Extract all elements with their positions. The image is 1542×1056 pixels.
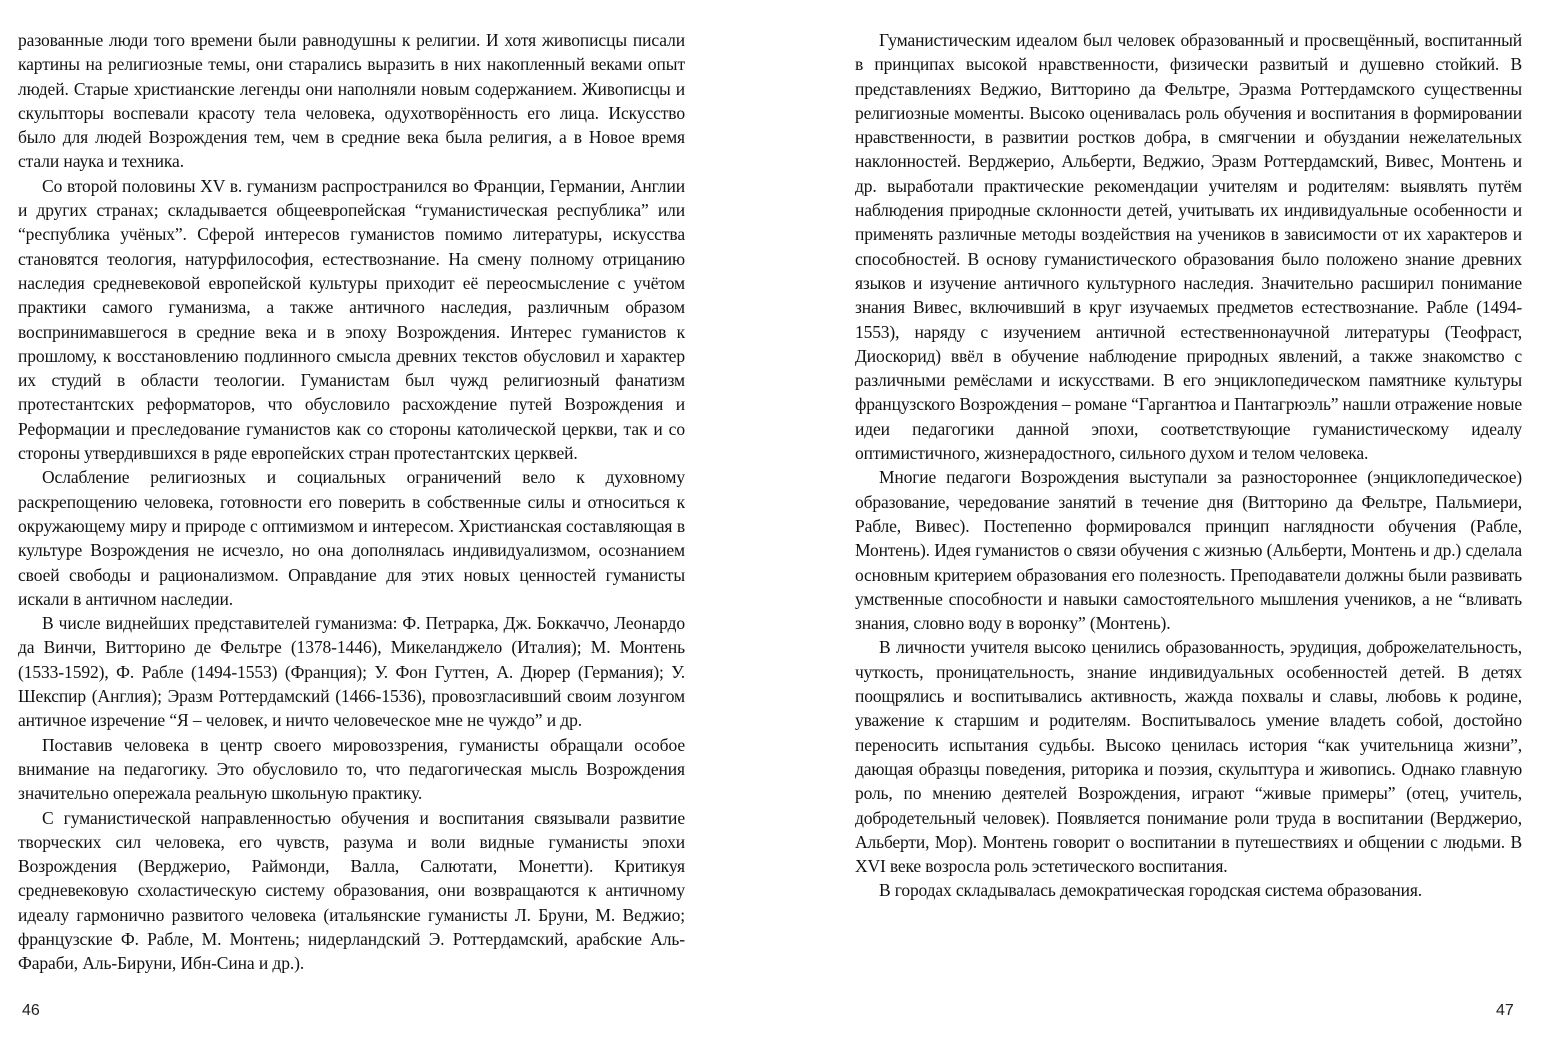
paragraph: Со второй половины XV в. гуманизм распространился во Франции, Германии, Англии и других странах; складывается общеевропейская “гуманистическая республика” или “республика учёных”. Сферой интересов гуманистов помимо литературы, искусства становятся теология, натурфилософия, естествознание. На смену полному отрицанию наследия средневековой европейской культуры приходит её переосмысление с учётом практики самого гуманизма, а также античного наследия, различным образом воспринимавшегося в средние века и в эпоху Возрождения. Интерес гуманистов к прошлому, к восстановлению подлинного смысла древних текстов обусловил и характер их студий в области теологии. Гуманистам был чужд религиозный фанатизм протестантских реформаторов, что обусловило расхождение путей Возрождения и Реформации и преследование гуманистов как со стороны католической церкви, так и со стороны утвердившихся в ряде европейских стран протестантских церквей.: [18, 175, 685, 464]
paragraph: С гуманистической направленностью обучения и воспитания связывали развитие творческих сил человека, его чувств, разума и воли видные гуманисты эпохи Возрождения (Верджерио, Раймонди, Валла, Салютати, Монетти). Критикуя средневековую схоластическую систему образования, они возвращаются к античному идеалу гармонично развитого человека (итальянские гуманисты Л. Бруни, М. Веджио; французские Ф. Рабле, М. Монтень; нидерландский Э. Роттердамский, арабские Аль-Фараби, Аль-Бируни, Ибн-Сина и др.).: [18, 807, 685, 974]
left-page: [18, 28, 685, 976]
page-number-left: 46: [22, 1002, 40, 1019]
paragraph: В городах складывалась демократическая городская система образования.: [879, 880, 1422, 901]
paragraph: В числе виднейших представителей гуманизма: Ф. Петрарка, Дж. Боккаччо, Леонардо да Винчи, Витторино де Фельтре (1378-1446), Микеланджело (Италия); М. Монтень (1533-1592), Ф. Рабле (1494-1553) (Франция); У. Фон Гуттен, А. Дюрер (Германия); У. Шекспир (Англия); Эразм Роттердамский (1466-1536), провозгласивший своим лозунгом античное изречение “Я – человек, и ничто человеческое мне не чуждо” и др.: [18, 613, 685, 731]
right-page: [855, 28, 1522, 903]
page-number-right: 47: [1496, 1002, 1514, 1019]
right-page-text: [855, 28, 1522, 903]
paragraph: разованные люди того времени были равнодушны к религии. И хотя живописцы писали картины на религиозные темы, они старались выразить в них накопленный веками опыт людей. Старые христианские легенды они наполняли новым содержанием. Живописцы и скульпторы воспевали красоту тела человека, одухотворённость его лица. Искусство было для людей Возрождения тем, чем в средние века была религия, а в Новое время стали наука и техника.: [18, 30, 685, 172]
paragraph: Гуманистическим идеалом был человек образованный и просвещённый, воспитанный в принципах высокой нравственности, физически развитый и душевно стойкий. В представлениях Веджио, Витторино да Фельтре, Эразма Роттердамского существенны религиозные моменты. Высоко оценивалась роль обучения и воспитания в формировании нравственности, в развитии ростков добра, в смягчении и обуздании нежелательных наклонностей. Верджерио, Альберти, Веджио, Эразм Роттердамский, Вивес, Монтень и др. выработали практические рекомендации учителям и родителям: выявлять путём наблюдения природные склонности детей, учитывать их индивидуальные особенности и применять различные методы воздействия на учеников в зависимости от их характеров и способностей. В основу гуманистического образования было положено знание древних языков и изучение античного культурного наследия. Значительно расширил понимание знания Вивес, включивший в круг изучаемых предметов естествознание. Рабле (1494-1553), наряду с изучением античной естественнонаучной литературы (Теофраст, Диоскорид) ввёл в обучение наблюдение природных явлений, а также знакомство с различными ремёслами и искусствами. В его энциклопедическом памятнике культуры французского Возрождения – романе “Гаргантюа и Пантагрюэль” нашли отражение новые идеи педагогики данной эпохи, соответствующие гуманистическому идеалу оптимистичного, жизнерадостного, сильного духом и телом человека.: [855, 30, 1522, 464]
paragraph: Многие педагоги Возрождения выступали за разностороннее (энциклопедическое) образование, чередование занятий в течение дня (Витторино да Фельтре, Пальмиери, Рабле, Вивес). Постепенно формировался принцип наглядности обучения (Рабле, Монтень). Идея гуманистов о связи обучения с жизнью (Альберти, Монтень и др.) сделала основным критерием образования его полезность. Преподаватели должны были развивать умственные способности и навыки самостоятельного мышления учеников, а не “вливать знания, словно воду в воронку” (Монтень).: [855, 467, 1522, 634]
paragraph: Ослабление религиозных и социальных ограничений вело к духовному раскрепощению человека, готовности его поверить в собственные силы и относиться к окружающему миру и природе с оптимизмом и интересом. Христианская составляющая в культуре Возрождения не исчезло, но она дополнялась индивидуализмом, осознанием своей свободы и рационализмом. Оправдание для этих новых ценностей гуманисты искали в античном наследии.: [18, 467, 685, 609]
left-page-text: [18, 28, 685, 976]
paragraph: В личности учителя высоко ценились образованность, эрудиция, доброжелательность, чуткость, проницательность, знание индивидуальных особенностей детей. В детях поощрялись и воспитывались активность, жажда похвалы и славы, любовь к родине, уважение к старшим и родителям. Воспитывалось умение владеть собой, достойно переносить испытания судьбы. Высоко ценилась история “как учительница жизни”, дающая образцы поведения, риторика и поэзия, скульптура и живопись. Однако главную роль, по мнению деятелей Возрождения, играют “живые примеры” (отец, учитель, добродетельный человек). Появляется понимание роли труда в воспитании (Верджерио, Альберти, Мор). Монтень говорит о воспитании в путешествиях и общении с людьми. В XVI веке возросла роль эстетического воспитания.: [855, 637, 1522, 877]
paragraph: Поставив человека в центр своего мировоззрения, гуманисты обращали особое внимание на педагогику. Это обусловило то, что педагогическая мысль Возрождения значительно опережала реальную школьную практику.: [18, 734, 685, 804]
